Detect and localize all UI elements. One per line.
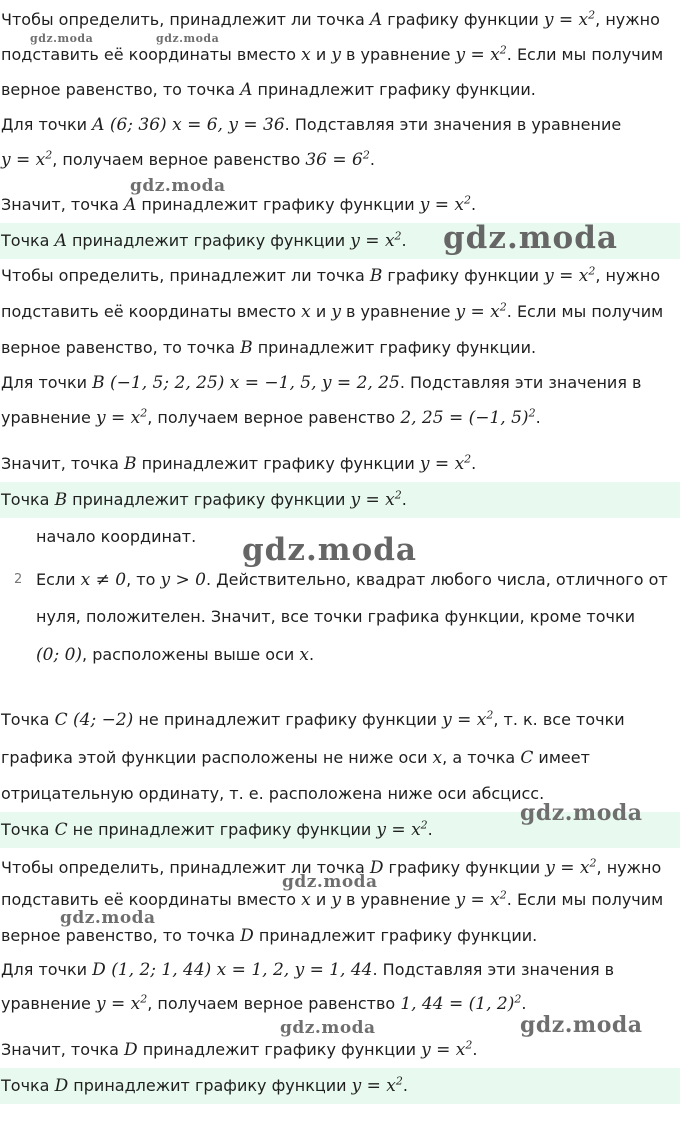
watermark: gdz.moda (60, 908, 156, 928)
math-expression: $y = x^2$ (442, 708, 494, 730)
watermark: gdz.moda (520, 1012, 643, 1038)
math-expression: (0; 0) (36, 645, 83, 665)
text-run: Точка (1, 1076, 55, 1095)
text-run: , т. к. все точки (493, 710, 625, 729)
text-run: верное равенство, то точка (1, 338, 241, 357)
math-expression: x ≠ 0 (80, 570, 127, 590)
text-line (0, 918, 680, 954)
text-run: Значит, точка (1, 195, 124, 214)
text-run: верное равенство, то точка (1, 80, 241, 99)
math-expression: $y = x^2$ (455, 888, 507, 910)
text-run: , то (126, 570, 161, 589)
text-run: , получаем верное равенство (147, 408, 401, 427)
math-expression: $y = x^2$ (455, 43, 507, 65)
text-run: . Подставляя эти значения в (372, 960, 615, 979)
math-expression: $y = x^2$ (543, 8, 596, 30)
text-line (0, 637, 680, 673)
math-expression: y (331, 45, 341, 65)
text-run: , нужно (596, 858, 662, 877)
answer-line (0, 223, 680, 259)
answer-line (0, 1068, 680, 1104)
text-run: подставить её координаты вместо (1, 302, 302, 321)
math-expression: B (123, 454, 137, 474)
text-run: принадлежит графику функции (68, 1076, 352, 1095)
math-expression: $36 = 6^2$ (305, 148, 370, 170)
text-run: . (471, 454, 477, 473)
text-run: Точка (1, 710, 55, 729)
text-run: Точка (1, 490, 55, 509)
math-expression: A (123, 195, 137, 215)
text-run: Чтобы определить, принадлежит ли точка (1, 858, 370, 877)
math-expression: A (54, 231, 67, 251)
text-run: отрицательную ординату, т. е. расположена ниже оси абсцисс. (1, 784, 545, 803)
math-expression: $y = x^2$ (350, 229, 402, 251)
math-expression: B (54, 490, 68, 510)
text-run: подставить её координаты вместо (1, 45, 302, 64)
answer-line (0, 812, 680, 848)
text-line (0, 562, 680, 598)
math-expression: x (301, 45, 311, 65)
watermark: gdz.moda (443, 220, 618, 256)
math-expression: $y = x^2$ (95, 406, 148, 428)
text-run: имеет (533, 748, 590, 767)
math-expression: C (520, 748, 534, 768)
text-run: подставить её координаты вместо (1, 890, 302, 909)
text-run: . (427, 820, 433, 839)
text-run: , расположены выше оси (82, 645, 300, 664)
list-number: 2 (14, 572, 23, 587)
math-expression: D (1, 2; 1, 44) x = 1, 2, y = 1, 44 (92, 960, 373, 980)
text-run: принадлежит графику функции (66, 231, 351, 250)
math-expression: A (369, 10, 383, 30)
text-run: в уравнение (340, 302, 456, 321)
text-line (0, 1032, 680, 1068)
text-line (0, 882, 680, 918)
text-run: принадлежит графику функции. (252, 338, 537, 357)
text-run: . (535, 408, 541, 427)
math-expression: y (331, 890, 341, 910)
text-run: принадлежит графику функции (67, 490, 351, 509)
text-run: принадлежит графику функции. (253, 926, 538, 945)
text-line (0, 107, 680, 143)
watermark: gdz.moda (30, 32, 94, 45)
math-expression: $y = x^2$ (421, 1038, 473, 1060)
text-run: принадлежит графику функции. (252, 80, 536, 99)
text-run: не принадлежит графику функции (133, 710, 443, 729)
math-expression: x (432, 748, 443, 768)
math-expression: $y = x^2$ (545, 856, 597, 878)
watermark: gdz.moda (130, 176, 226, 196)
math-expression: $y = x^2$ (455, 300, 507, 322)
math-expression: x (301, 302, 311, 322)
text-run: уравнение (1, 408, 96, 427)
text-run: . (402, 1076, 408, 1095)
math-expression: $y = x^2$ (544, 264, 596, 286)
math-expression: $y = x^2$ (376, 818, 428, 840)
math-expression: C (54, 820, 68, 840)
text-run: и (310, 890, 332, 909)
math-expression: 1, 44 = (1, 2)$^2$ (400, 992, 522, 1014)
text-run: начало координат. (36, 527, 197, 546)
math-expression: x (299, 645, 309, 665)
text-run: , получаем верное равенство (147, 994, 401, 1013)
math-expression: D (240, 926, 254, 946)
watermark: gdz.moda (242, 532, 417, 568)
text-run: . (401, 231, 407, 250)
text-run: . Действительно, квадрат любого числа, отличного от (205, 570, 668, 589)
text-line (0, 330, 680, 366)
text-run: Чтобы определить, принадлежит ли точка (1, 266, 370, 285)
text-run: . (401, 490, 407, 509)
text-line (0, 599, 680, 635)
text-run: не принадлежит графику функции (67, 820, 377, 839)
text-line (0, 702, 680, 738)
math-expression: $y = x^2$ (351, 1074, 403, 1096)
text-line (0, 72, 680, 108)
text-line (0, 952, 680, 988)
text-run: , получаем верное равенство (52, 150, 306, 169)
text-line (0, 400, 680, 436)
math-expression: $y = x^2$ (419, 452, 472, 474)
text-run: верное равенство, то точка (1, 926, 241, 945)
text-run: графику функции (383, 858, 546, 877)
text-run: Значит, точка (1, 454, 124, 473)
text-line (0, 2, 680, 38)
text-run: уравнение (1, 994, 96, 1013)
math-expression: C (4; −2) (54, 710, 134, 730)
watermark: gdz.moda (282, 872, 378, 892)
math-expression: B (369, 266, 383, 286)
text-run: . (470, 195, 477, 214)
math-expression: A (6; 36) x = 6, y = 36 (92, 115, 285, 135)
math-expression: D (369, 858, 384, 878)
text-run: . (472, 1040, 478, 1059)
math-expression: B (240, 338, 253, 358)
text-run: . Подставляя эти значения в (399, 373, 642, 392)
text-line (0, 850, 680, 886)
text-line (0, 258, 680, 294)
text-run: , а точка (442, 748, 521, 767)
math-expression: $y = x^2$ (95, 992, 148, 1014)
text-run: в уравнение (340, 890, 456, 909)
answer-line (0, 482, 680, 518)
math-expression: $y = x^2$ (350, 488, 402, 510)
text-run: Значит, точка (1, 1040, 124, 1059)
text-run: Точка (1, 820, 55, 839)
text-line (0, 740, 680, 776)
text-run: Чтобы определить, принадлежит ли точка (1, 10, 370, 29)
text-run: принадлежит графику функции (136, 454, 420, 473)
text-run: . Если мы получим (506, 890, 664, 909)
text-run: принадлежит графику функции (137, 1040, 422, 1059)
text-line (0, 142, 680, 178)
text-run: . (369, 150, 375, 169)
text-run: , нужно (595, 10, 660, 29)
text-run: , нужно (595, 266, 661, 285)
text-run: Точка (1, 231, 55, 250)
text-run: Для точки (1, 115, 93, 134)
text-run: и (310, 45, 332, 64)
text-line (0, 519, 680, 555)
text-run: Для точки (1, 373, 93, 392)
math-expression: D (123, 1040, 138, 1060)
text-run: графику функции (382, 10, 544, 29)
watermark: gdz.moda (280, 1018, 376, 1038)
text-line (0, 37, 680, 73)
text-run: . Подставляя эти значения в уравнение (284, 115, 622, 134)
text-run: . Если мы получим (506, 302, 664, 321)
text-run: . (308, 645, 315, 664)
math-expression: x (301, 890, 311, 910)
math-expression: B (−1, 5; 2, 25) x = −1, 5, y = 2, 25 (92, 373, 400, 393)
text-run: графика этой функции расположены не ниже оси (1, 748, 433, 767)
text-line (0, 446, 680, 482)
text-line (0, 365, 680, 401)
math-expression: A (240, 80, 253, 100)
math-expression: D (54, 1076, 69, 1096)
text-run: принадлежит графику функции (136, 195, 420, 214)
text-run: . (521, 994, 527, 1013)
text-run: графику функции (382, 266, 545, 285)
watermark: gdz.moda (156, 32, 220, 45)
math-expression: 2, 25 = (−1, 5)$^2$ (400, 406, 536, 428)
text-line (0, 294, 680, 330)
text-run: и (310, 302, 332, 321)
text-run: Если (36, 570, 81, 589)
watermark: gdz.moda (520, 800, 643, 826)
text-run: . Если мы получим (506, 45, 664, 64)
text-run: в уравнение (340, 45, 456, 64)
text-run: нуля, положителен. Значит, все точки графика функции, кроме точки (36, 607, 635, 626)
math-expression: $y = x^2$ (419, 193, 471, 215)
math-expression: y > 0 (160, 570, 206, 590)
text-line (0, 986, 680, 1022)
text-run: Для точки (1, 960, 93, 979)
text-line (0, 187, 680, 223)
math-expression: $y = x^2$ (1, 148, 53, 170)
math-expression: y (331, 302, 341, 322)
text-line (0, 776, 680, 812)
